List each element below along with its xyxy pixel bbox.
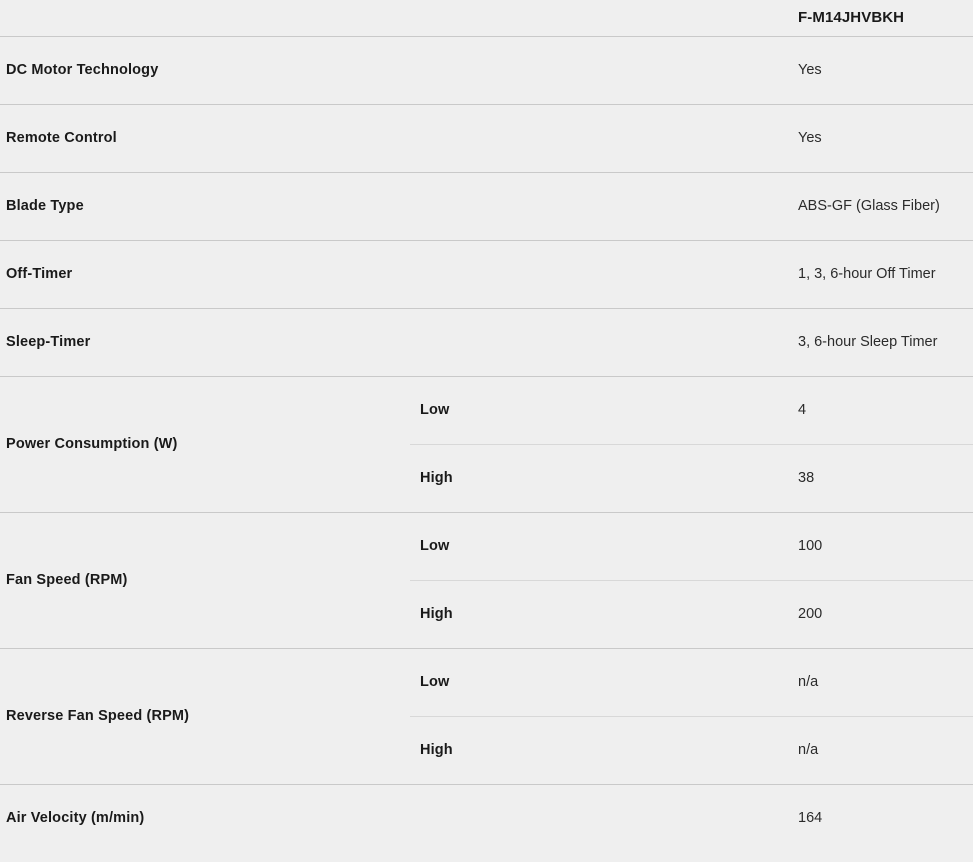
table-row xyxy=(0,240,973,308)
spec-label: Fan Speed (RPM) xyxy=(0,512,410,648)
table-row xyxy=(0,308,973,376)
spec-sublabel-low: Low xyxy=(410,512,790,580)
spec-sublabel-empty xyxy=(410,784,790,852)
spec-label: Remote Control xyxy=(0,104,410,172)
spec-value-low: 100 xyxy=(790,512,973,580)
header-spacer-label xyxy=(0,0,410,36)
spec-value: 164 xyxy=(790,784,973,852)
table-row xyxy=(0,376,973,444)
spec-label: Air Velocity (m/min) xyxy=(0,784,410,852)
spec-sublabel-high: High xyxy=(410,580,790,648)
spec-sublabel-empty xyxy=(410,308,790,376)
table-row xyxy=(0,512,973,580)
spec-label: Sleep-Timer xyxy=(0,308,410,376)
table-row xyxy=(0,784,973,852)
spec-value-low: n/a xyxy=(790,648,973,716)
table-row xyxy=(0,172,973,240)
spec-value-high: 38 xyxy=(790,444,973,512)
spec-sublabel-high: High xyxy=(410,444,790,512)
spec-sublabel-low: Low xyxy=(410,376,790,444)
table-row xyxy=(0,36,973,104)
spec-value-high: 200 xyxy=(790,580,973,648)
spec-sublabel-empty xyxy=(410,240,790,308)
header-spacer-sub xyxy=(410,0,790,36)
spec-label: Power Consumption (W) xyxy=(0,376,410,512)
spec-value: 1, 3, 6-hour Off Timer xyxy=(790,240,973,308)
spec-sublabel-empty xyxy=(410,104,790,172)
spec-label: Blade Type xyxy=(0,172,410,240)
table-header-row xyxy=(0,0,973,36)
spec-label: Off-Timer xyxy=(0,240,410,308)
table-row xyxy=(0,104,973,172)
spec-sublabel-high: High xyxy=(410,716,790,784)
spec-sublabel-low: Low xyxy=(410,648,790,716)
spec-value: ABS-GF (Glass Fiber) xyxy=(790,172,973,240)
spec-label: DC Motor Technology xyxy=(0,36,410,104)
spec-label: Reverse Fan Speed (RPM) xyxy=(0,648,410,784)
spec-value-high: n/a xyxy=(790,716,973,784)
spec-value: 3, 6-hour Sleep Timer xyxy=(790,308,973,376)
table-row xyxy=(0,648,973,716)
spec-value: Yes xyxy=(790,36,973,104)
spec-sublabel-empty xyxy=(410,172,790,240)
spec-sublabel-empty xyxy=(410,36,790,104)
header-model-name: F-M14JHVBKH xyxy=(798,8,905,26)
spec-value-low: 4 xyxy=(790,376,973,444)
spec-value: Yes xyxy=(790,104,973,172)
